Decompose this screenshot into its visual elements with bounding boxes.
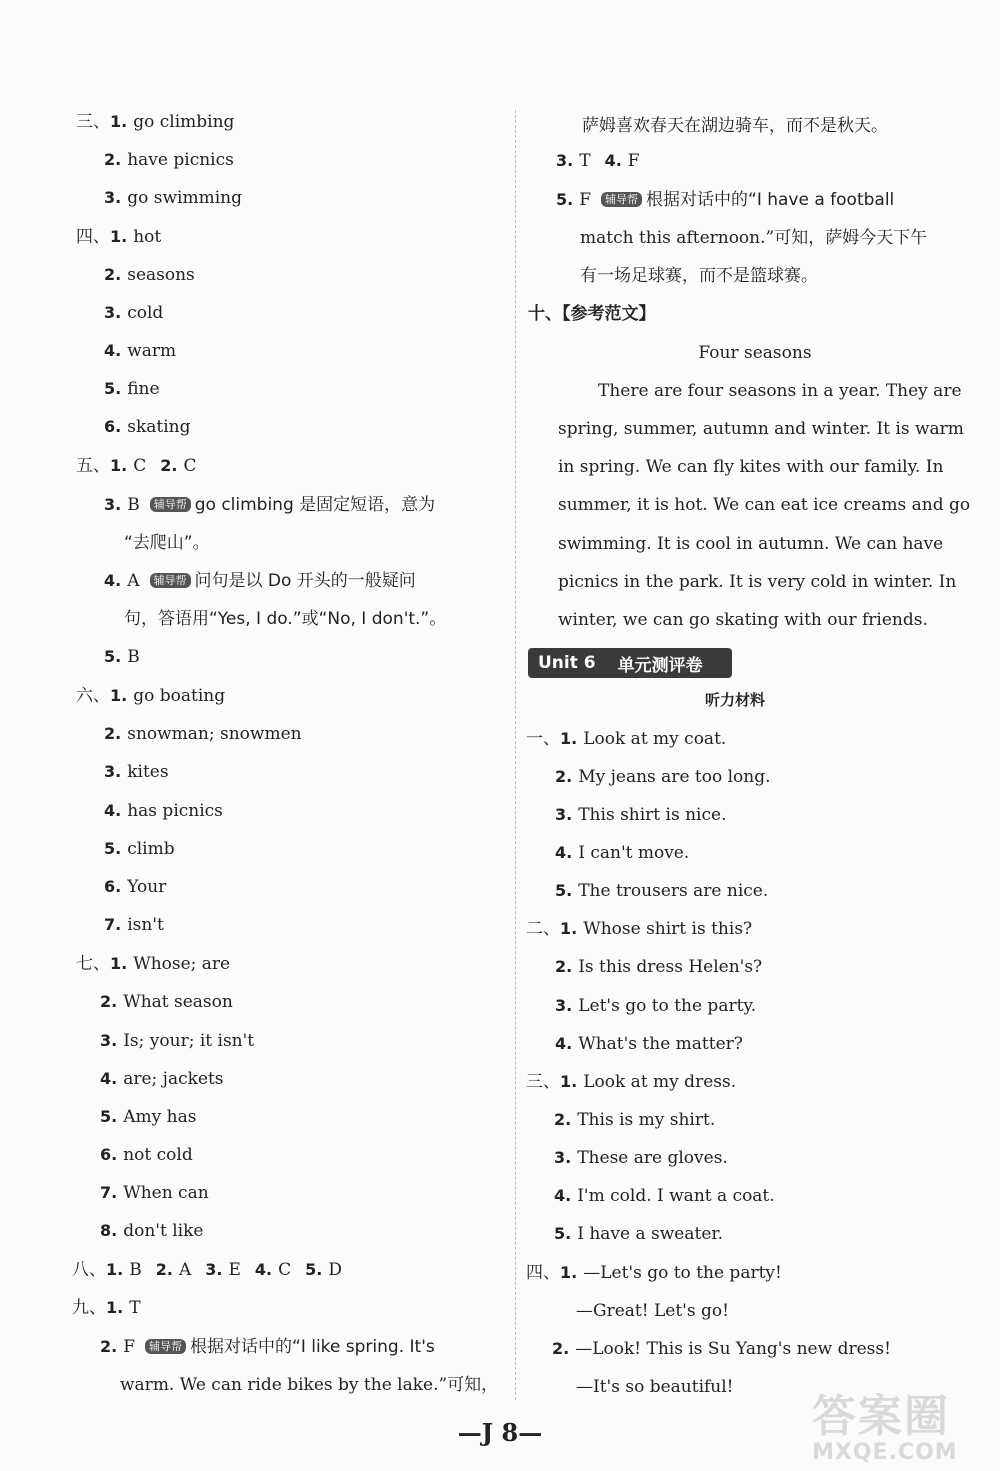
- helper-badge: 辅导帮: [145, 1339, 186, 1354]
- essay-line: in spring. We can fly kites with our family. In: [558, 457, 944, 477]
- answer-line: [104, 190, 242, 207]
- answer-text: Your: [127, 877, 167, 897]
- answer-line: [526, 1074, 736, 1091]
- item-number: 3.: [100, 1031, 118, 1050]
- answer-text: —It's so beautiful!: [576, 1377, 734, 1397]
- item-number: 7.: [104, 915, 122, 934]
- answer-text: hot: [133, 227, 162, 247]
- answer-line: [555, 959, 762, 976]
- answer-line: [100, 1071, 224, 1088]
- watermark-url: MXQE.COM: [812, 1440, 958, 1465]
- answer-line: [100, 994, 233, 1011]
- essay-line: spring, summer, autumn and winter. It is warm: [558, 419, 964, 439]
- section-label: 三、: [76, 112, 110, 132]
- section-heading: 十、【参考范文】: [528, 304, 656, 324]
- item-number: 1.: [560, 729, 578, 748]
- answer-text: F: [627, 151, 640, 171]
- item-number: 2.: [104, 150, 122, 169]
- answer-text: D: [328, 1260, 342, 1280]
- item-number: 4.: [554, 1186, 572, 1205]
- answer-line: [104, 381, 160, 398]
- item-number: 3.: [104, 188, 122, 207]
- explanation-text: warm. We can ride bikes by the lake.”可知，: [120, 1375, 499, 1395]
- explanation-text: “去爬山”。: [124, 533, 210, 553]
- answer-text: don't like: [123, 1221, 204, 1241]
- explanation-text: 根据对话中的“I have a football: [646, 190, 895, 210]
- answer-text: T: [129, 1298, 141, 1318]
- item-number: 2.: [104, 265, 122, 284]
- item-number: 5.: [104, 839, 122, 858]
- answer-line: [555, 998, 756, 1015]
- answer-text: Look at my coat.: [583, 729, 727, 749]
- section-label: 六、: [76, 686, 110, 706]
- item-number: 1.: [560, 1263, 578, 1282]
- answer-line: [556, 153, 640, 170]
- answer-text: F: [579, 190, 592, 210]
- item-number: 1.: [560, 1072, 578, 1091]
- answer-text: Whose; are: [133, 954, 231, 974]
- answer-text: go boating: [133, 686, 226, 706]
- answer-text: isn't: [127, 915, 164, 935]
- answer-line: [104, 726, 302, 743]
- answer-line: [526, 921, 752, 938]
- answer-text: E: [228, 1260, 241, 1280]
- unit-banner: [528, 648, 732, 678]
- answer-line: [104, 841, 175, 858]
- item-number: 3.: [104, 495, 122, 514]
- answer-line: [554, 1112, 715, 1129]
- answer-line: [555, 769, 771, 786]
- answer-line: [76, 956, 230, 973]
- section-label: 二、: [526, 919, 560, 939]
- section-label: 四、: [76, 227, 110, 247]
- answer-line: [100, 1339, 435, 1356]
- answer-line: [104, 573, 416, 590]
- listening-heading: 听力材料: [704, 691, 765, 709]
- answer-text: A: [178, 1260, 192, 1280]
- answer-line: [556, 192, 894, 209]
- section-label: 七、: [76, 954, 110, 974]
- page-number: —J 8—: [457, 1418, 543, 1447]
- answer-text: What season: [123, 992, 233, 1012]
- watermark-text: 答案圈: [812, 1391, 950, 1442]
- item-number: 3.: [555, 805, 573, 824]
- answer-text: seasons: [127, 265, 195, 285]
- answer-line: [100, 1223, 203, 1240]
- answer-text: When can: [123, 1183, 209, 1203]
- explanation-text: 有一场足球赛，而不是篮球赛。: [580, 266, 818, 286]
- answer-line: [100, 1109, 196, 1126]
- answer-text: kites: [127, 762, 169, 782]
- item-number: 2.: [104, 724, 122, 743]
- item-number: 4.: [104, 801, 122, 820]
- item-number: 4.: [254, 1260, 273, 1279]
- answer-text: not cold: [123, 1145, 193, 1165]
- answer-line: [76, 229, 161, 246]
- item-number: 4.: [555, 843, 573, 862]
- item-number: 1.: [106, 1260, 124, 1279]
- answer-text: go swimming: [127, 188, 242, 208]
- answer-text: are; jackets: [123, 1069, 224, 1089]
- item-number: 3.: [555, 996, 573, 1015]
- item-number: 1.: [560, 919, 578, 938]
- answer-text: B: [129, 1260, 142, 1280]
- answer-text: C: [133, 456, 147, 476]
- answer-line: [554, 1188, 775, 1205]
- essay-line: summer, it is hot. We can eat ice creams and go: [558, 495, 971, 515]
- answer-text: This shirt is nice.: [578, 805, 727, 825]
- item-number: 1.: [110, 456, 128, 475]
- answer-line: [72, 1262, 342, 1279]
- answer-line: [104, 497, 435, 514]
- helper-badge: 辅导帮: [150, 573, 191, 588]
- answer-line: [555, 883, 768, 900]
- item-number: 2.: [555, 957, 573, 976]
- answer-text: skating: [127, 417, 191, 437]
- section-label: 八、: [72, 1260, 106, 1280]
- answer-line: [76, 114, 234, 131]
- answer-line: [76, 458, 196, 475]
- item-number: 2.: [160, 456, 178, 475]
- answer-line: [554, 1150, 728, 1167]
- answer-text: B: [127, 647, 140, 667]
- answer-text: F: [123, 1337, 136, 1357]
- answer-line: [555, 807, 726, 824]
- essay-line: swimming. It is cool in autumn. We can have: [558, 534, 944, 554]
- answer-text: cold: [127, 303, 164, 323]
- answer-text: —Let's go to the party!: [583, 1263, 782, 1283]
- answer-line: [554, 1226, 723, 1243]
- column-divider: [515, 110, 516, 1400]
- answer-text: T: [579, 151, 591, 171]
- answer-text: climb: [127, 839, 175, 859]
- item-number: 3.: [554, 1148, 572, 1167]
- section-label: 九、: [72, 1298, 106, 1318]
- answer-text: This is my shirt.: [577, 1110, 716, 1130]
- item-number: 3.: [104, 303, 122, 322]
- answer-text: C: [183, 456, 197, 476]
- answer-text: Whose shirt is this?: [583, 919, 753, 939]
- item-number: 8.: [100, 1221, 118, 1240]
- item-number: 4.: [100, 1069, 118, 1088]
- answer-text: Is; your; it isn't: [123, 1031, 255, 1051]
- answer-text: My jeans are too long.: [578, 767, 771, 787]
- answer-text: has picnics: [127, 801, 223, 821]
- item-number: 7.: [100, 1183, 118, 1202]
- answer-line: [104, 764, 169, 781]
- item-number: 2.: [554, 1110, 572, 1129]
- answer-text: snowman; snowmen: [127, 724, 302, 744]
- unit-label: Unit 6: [538, 653, 596, 673]
- item-number: 4.: [555, 1034, 573, 1053]
- answer-text: —Look! This is Su Yang's new dress!: [575, 1339, 891, 1359]
- item-number: 4.: [104, 571, 122, 590]
- answer-line: [104, 305, 163, 322]
- answer-text: These are gloves.: [577, 1148, 728, 1168]
- answer-text: fine: [127, 379, 160, 399]
- essay-line: winter, we can go skating with our friends.: [558, 610, 928, 630]
- item-number: 1.: [110, 112, 128, 131]
- answer-line: [100, 1185, 209, 1202]
- item-number: 3.: [556, 151, 574, 170]
- answer-text: I'm cold. I want a coat.: [577, 1186, 775, 1206]
- item-number: 1.: [110, 954, 128, 973]
- item-number: 6.: [104, 417, 122, 436]
- answer-text: warm: [127, 341, 177, 361]
- helper-badge: 辅导帮: [150, 497, 191, 512]
- answer-line: [104, 419, 190, 436]
- explanation-text: 萨姆喜欢春天在湖边骑车，而不是秋天。: [582, 116, 888, 136]
- answer-line: [76, 688, 225, 705]
- essay-line: There are four seasons in a year. They are: [598, 381, 962, 401]
- item-number: 3.: [104, 762, 122, 781]
- answer-line: [104, 152, 234, 169]
- watermark-logo: [812, 1380, 982, 1465]
- answer-line: [104, 879, 166, 896]
- answer-text: Let's go to the party.: [578, 996, 757, 1016]
- item-number: 2.: [552, 1339, 570, 1358]
- answer-text: The trousers are nice.: [578, 881, 769, 901]
- explanation-text: 问句是以 Do 开头的一般疑问: [194, 571, 416, 591]
- item-number: 5.: [100, 1107, 118, 1126]
- item-number: 2.: [100, 1337, 118, 1356]
- explanation-text: match this afternoon.”可知，萨姆今天下午: [580, 228, 928, 248]
- answer-line: [100, 1147, 193, 1164]
- item-number: 4.: [604, 151, 622, 170]
- answer-text: Look at my dress.: [583, 1072, 737, 1092]
- item-number: 5.: [104, 379, 122, 398]
- answer-line: [100, 1033, 254, 1050]
- answer-text: Is this dress Helen's?: [578, 957, 763, 977]
- item-number: 6.: [100, 1145, 118, 1164]
- answer-text: A: [127, 571, 140, 591]
- answer-line: [72, 1300, 141, 1317]
- section-label: 一、: [526, 729, 560, 749]
- item-number: 1.: [106, 1298, 124, 1317]
- answer-line: [526, 1265, 782, 1282]
- essay-line: picnics in the park. It is very cold in winter. In: [558, 572, 957, 592]
- answer-line: [104, 803, 223, 820]
- explanation-text: go climbing 是固定短语，意为: [194, 495, 436, 515]
- item-number: 5.: [554, 1224, 572, 1243]
- answer-text: go climbing: [133, 112, 235, 132]
- unit-title: 单元测评卷: [617, 655, 703, 676]
- answer-line: [104, 343, 176, 360]
- item-number: 6.: [104, 877, 122, 896]
- answer-line: [555, 1036, 743, 1053]
- answer-text: I have a sweater.: [577, 1224, 724, 1244]
- item-number: 2.: [555, 767, 573, 786]
- answer-line: [104, 267, 195, 284]
- section-label: 三、: [526, 1072, 560, 1092]
- answer-text: —Great! Let's go!: [576, 1301, 729, 1321]
- item-number: 3.: [205, 1260, 223, 1279]
- item-number: 5.: [555, 881, 573, 900]
- essay-title: Four seasons: [698, 343, 812, 363]
- answer-line: [552, 1341, 891, 1358]
- answer-line: [104, 917, 164, 934]
- answer-line: [104, 649, 140, 666]
- answer-text: I can't move.: [578, 843, 690, 863]
- item-number: 4.: [104, 341, 122, 360]
- helper-badge: 辅导帮: [601, 192, 642, 207]
- explanation-text: 根据对话中的“I like spring. It's: [190, 1337, 435, 1357]
- item-number: 5.: [104, 647, 122, 666]
- item-number: 2.: [155, 1260, 173, 1279]
- item-number: 5.: [305, 1260, 323, 1279]
- answer-line: [526, 731, 726, 748]
- item-number: 1.: [110, 686, 128, 705]
- item-number: 1.: [110, 227, 128, 246]
- explanation-text: 句，答语用“Yes, I do.”或“No, I don't.”。: [124, 609, 447, 629]
- section-label: 五、: [76, 456, 110, 476]
- answer-text: have picnics: [127, 150, 234, 170]
- section-label: 四、: [526, 1263, 560, 1283]
- answer-text: C: [278, 1260, 292, 1280]
- item-number: 5.: [556, 190, 574, 209]
- item-number: 2.: [100, 992, 118, 1011]
- answer-text: What's the matter?: [578, 1034, 743, 1054]
- answer-text: B: [127, 495, 140, 515]
- answer-line: [555, 845, 689, 862]
- answer-text: Amy has: [123, 1107, 197, 1127]
